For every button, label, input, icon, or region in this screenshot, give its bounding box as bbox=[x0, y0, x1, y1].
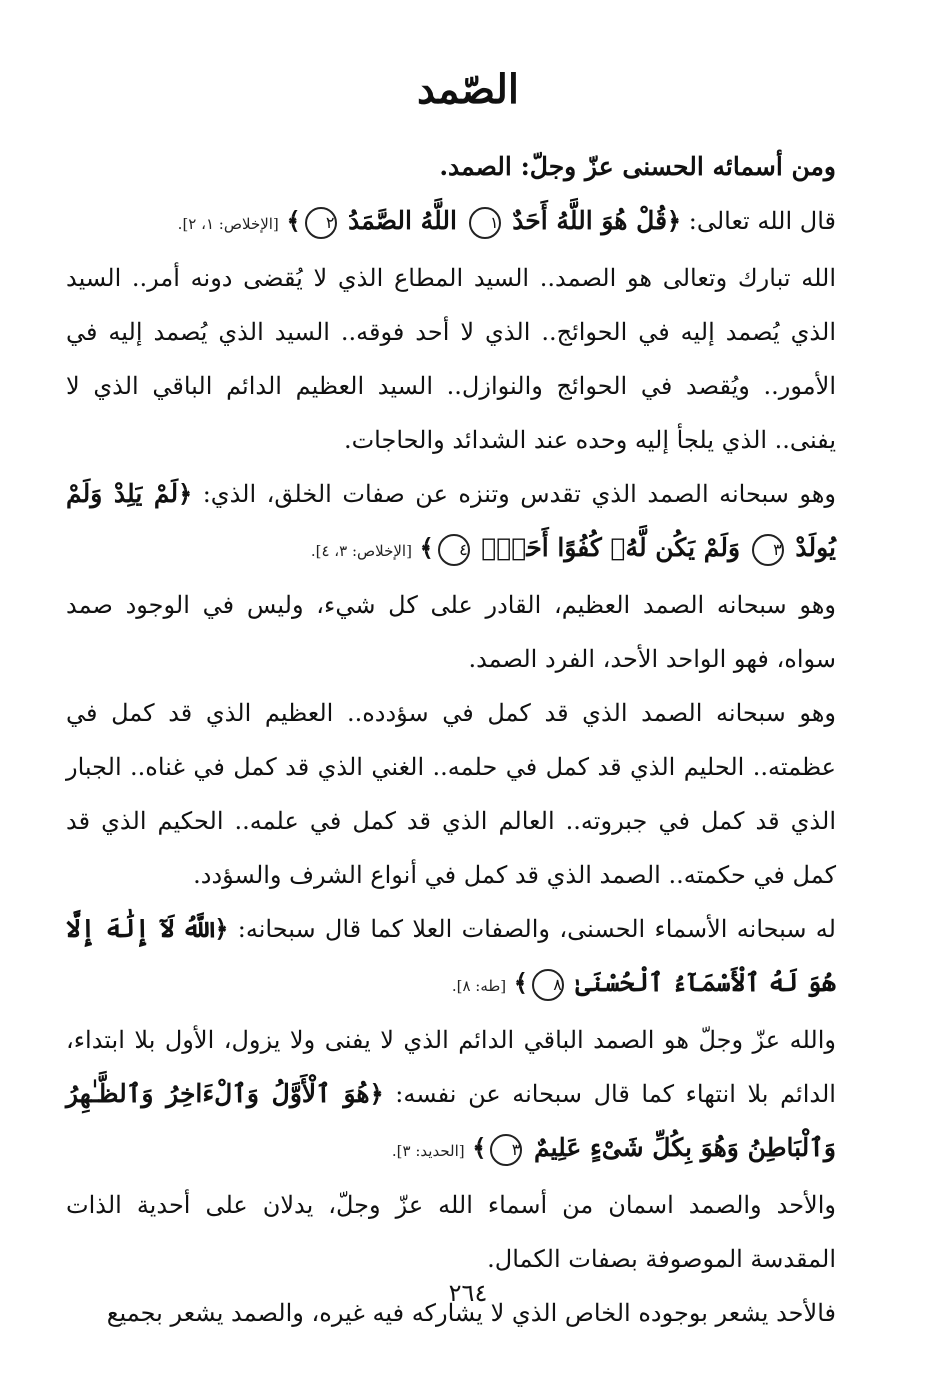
verse-reference: [الإخلاص: ٣، ٤]. bbox=[310, 542, 412, 560]
quran-verse: اللَّهُ لَآ إِلَٰهَ إِلَّا هُوَ لَهُ ٱلْأَسْمَآءُ ٱلْحُسْنَىٰ bbox=[66, 914, 836, 997]
verse-number-ornament: ٣ bbox=[752, 534, 784, 566]
page-title: الصّمد bbox=[416, 66, 520, 113]
paragraph-verse-taha-8 bbox=[66, 902, 836, 1013]
paragraph-verse-ikhlas-3-4 bbox=[66, 467, 836, 578]
ornate-bracket-close: ﴾ bbox=[513, 968, 528, 997]
ornate-bracket-close: ﴾ bbox=[472, 1133, 487, 1162]
ornate-bracket-open: ﴿ bbox=[667, 206, 682, 235]
quran-verse: لَمْ يَلِدْ وَلَمْ يُولَدْ bbox=[66, 479, 836, 562]
page-number: ٢٦٤ bbox=[448, 1279, 488, 1307]
verse-reference: [طه: ٨]. bbox=[451, 977, 507, 995]
paragraph: وهو سبحانه الصمد الذي قد كمل في سؤدده.. العظيم الذي قد كمل في عظمته.. الحليم الذي قد كمل في حلمه.. الغني الذي قد كمل في غناه.. الجبار الذي قد كمل في جبروته.. العالم الذي قد كمل في علمه.. الحكيم الذي قد كمل في حكمته.. الصمد الذي قد كمل في أنواع الشرف والسؤدد. bbox=[66, 699, 836, 889]
verse-number-ornament: ٤ bbox=[438, 534, 470, 566]
paragraph-text: والله عزّ وجلّ هو الصمد الباقي الدائم الذي لا يفنى ولا يزول، الأول بلا ابتداء، الدائم بلا انتهاء كما قال سبحانه عن نفسه: bbox=[66, 1026, 836, 1108]
verse-number-ornament: ١ bbox=[469, 207, 501, 239]
paragraph: والأحد والصمد اسمان من أسماء الله عزّ وجلّ، يدلان على أحدية الذات المقدسة الموصوفة بصفات الكمال. bbox=[66, 1191, 836, 1273]
paragraph-verse-ikhlas-1-2 bbox=[66, 194, 836, 251]
ornate-bracket-close: ﴾ bbox=[419, 533, 434, 562]
verse-number-ornament: ٣ bbox=[490, 1134, 522, 1166]
quran-verse: هُوَ ٱلْأَوَّلُ وَٱلْءَاخِرُ وَٱلظَّـٰهِرُ وَٱلْبَاطِنُ وَهُوَ بِكُلِّ شَىْءٍ عَلِيمٌ bbox=[66, 1079, 836, 1162]
paragraph-text: له سبحانه الأسماء الحسنى، والصفات العلا كما قال سبحانه: bbox=[237, 915, 836, 943]
quran-verse: اللَّهُ الصَّمَدُ bbox=[348, 206, 457, 235]
paragraph: الله تبارك وتعالى هو الصمد.. السيد المطاع الذي لا يُقضى دونه أمر.. السيد الذي يُصمد إليه في الحوائج.. الذي لا أحد فوقه.. السيد الذي يُصمد إليه في الأمور.. ويُقصد في الحوائج والنوازل.. السيد العظيم الدائم الباقي الذي لا يفنى.. الذي يلجأ إليه وحده عند الشدائد والحاجات. bbox=[66, 264, 836, 454]
ornate-bracket-open: ﴿ bbox=[369, 1079, 384, 1108]
verse-reference: [الإخلاص: ١، ٢]. bbox=[177, 215, 279, 233]
paragraph-verse-hadid-3 bbox=[66, 1013, 836, 1178]
ornate-bracket-open: ﴿ bbox=[214, 914, 229, 943]
paragraph: فالأحد يشعر بوجوده الخاص الذي لا يشاركه فيه غيره، والصمد يشعر بجميع bbox=[106, 1299, 836, 1327]
verse-reference: [الحديد: ٣]. bbox=[391, 1142, 465, 1160]
verse-intro: قال الله تعالى: bbox=[688, 207, 836, 235]
paragraph: وهو سبحانه الصمد العظيم، القادر على كل شيء، وليس في الوجود صمد سواه، فهو الواحد الأحد، الفرد الصمد. bbox=[66, 591, 836, 673]
verse-number-ornament: ٢ bbox=[305, 207, 337, 239]
ornate-bracket-open: ﴿ bbox=[178, 479, 193, 508]
page-body bbox=[66, 140, 836, 1340]
verse-number-ornament: ٨ bbox=[532, 969, 564, 1001]
paragraph-text: وهو سبحانه الصمد الذي تقدس وتنزه عن صفات الخلق، الذي: bbox=[202, 480, 836, 508]
quran-verse: وَلَمْ يَكُن لَّهُۥ كُفُوًا أَحَدٌۢ bbox=[481, 533, 741, 562]
quran-verse: قُلْ هُوَ اللَّهُ أَحَدٌ bbox=[512, 206, 668, 235]
ornate-bracket-close: ﴾ bbox=[286, 206, 301, 235]
section-heading: ومن أسمائه الحسنى عزّ وجلّ: الصمد. bbox=[439, 152, 836, 181]
